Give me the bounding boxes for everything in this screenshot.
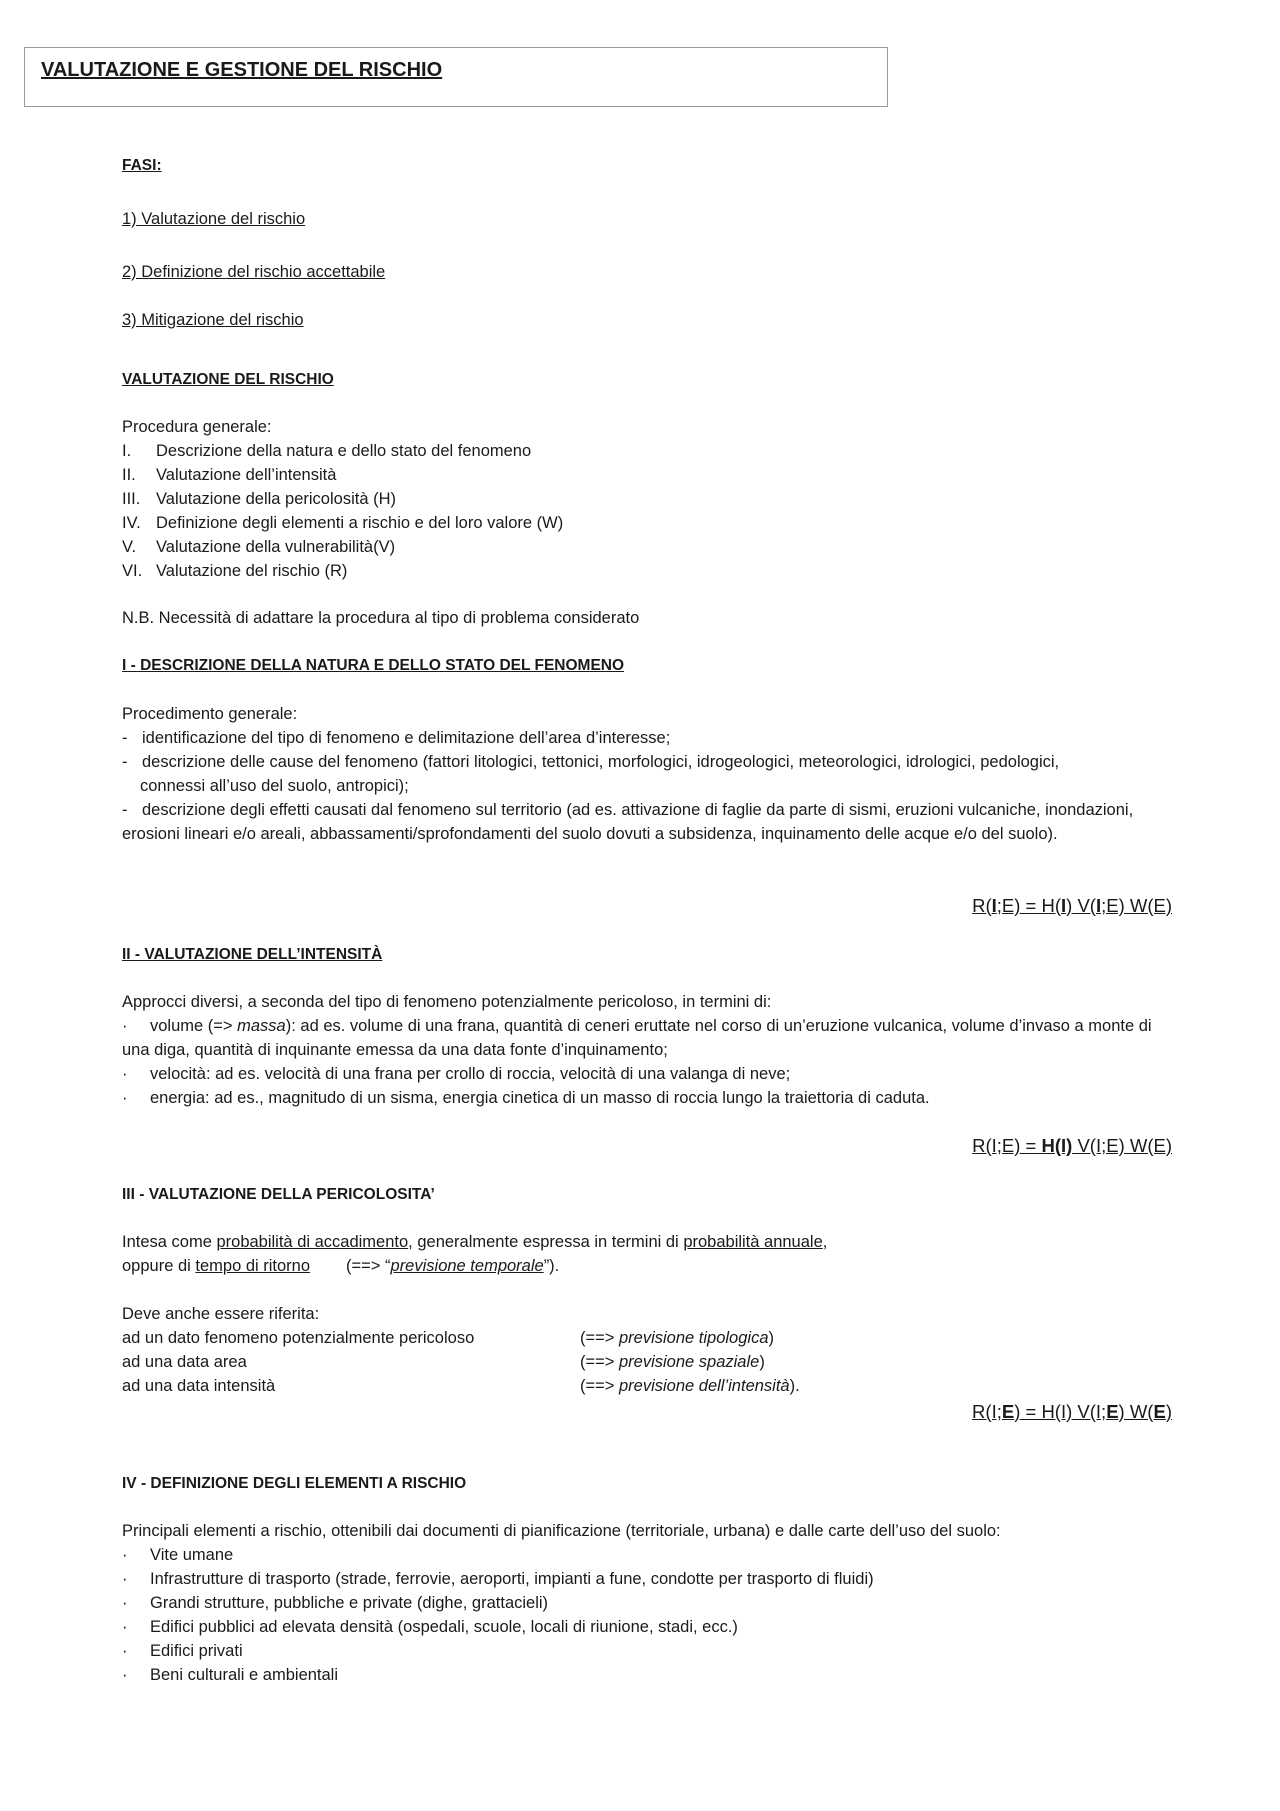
section-4-heading: IV - DEFINIZIONE DEGLI ELEMENTI A RISCHIO	[122, 1475, 467, 1492]
text-part: oppure di	[122, 1257, 196, 1275]
bullet-marker: ·	[122, 1089, 128, 1107]
bullet-marker: ·	[122, 1618, 128, 1636]
bullet-marker: ·	[122, 1666, 128, 1684]
formula-part: ) = H(I) V(I;	[1014, 1401, 1107, 1422]
reference-label: ad un dato fenomeno potenzialmente pericoloso	[122, 1329, 475, 1347]
underlined-term: tempo di ritorno	[195, 1257, 311, 1275]
reference-forecast	[580, 1326, 774, 1350]
step-number: I.	[122, 442, 132, 460]
step-6	[122, 559, 563, 583]
list-item	[122, 1014, 1172, 1062]
formula-part: R(I;	[972, 1401, 1002, 1422]
risk-formula-3	[972, 1400, 1172, 1424]
dash-marker: -	[122, 753, 128, 771]
italic-term: previsione dell’intensità	[619, 1377, 790, 1395]
section-4-intro: Principali elementi a rischio, ottenibili dai documenti di pianificazione (territoriale, urbana) e dalle carte dell’uso del suolo:	[122, 1522, 1001, 1540]
italic-term: previsione spaziale	[619, 1353, 760, 1371]
step-text: Valutazione dell’intensità	[156, 466, 337, 484]
text-part: (==>	[580, 1329, 619, 1347]
list-item-text: Edifici pubblici ad elevata densità (ospedali, scuole, locali di riunione, stadi, ecc.)	[150, 1618, 738, 1636]
bullet-marker: ·	[122, 1065, 128, 1083]
text-part: Intesa come	[122, 1233, 217, 1251]
step-number: III.	[122, 490, 141, 508]
list-item-text: energia: ad es., magnitudo di un sisma, energia cinetica di un masso di roccia lungo la traiettoria di caduta.	[150, 1089, 930, 1107]
step-text: Valutazione della pericolosità (H)	[156, 490, 396, 508]
list-item-text: identificazione del tipo di fenomeno e delimitazione dell’area d’interesse;	[142, 729, 671, 747]
formula-part: ;E) = H(	[996, 895, 1061, 916]
section-4-list	[122, 1543, 874, 1687]
fasi-item-3: 3) Mitigazione del rischio	[122, 311, 304, 329]
text-part: )	[759, 1353, 765, 1371]
text-part: , generalmente espressa in termini di	[408, 1233, 684, 1251]
text-part: ”).	[543, 1257, 560, 1275]
risk-formula-1	[972, 894, 1172, 918]
dash-marker: -	[122, 729, 128, 747]
formula-bold: I	[1061, 895, 1067, 916]
section-1-list	[122, 726, 1172, 846]
document-title: VALUTAZIONE E GESTIONE DEL RISCHIO	[41, 59, 443, 81]
valutazione-heading: VALUTAZIONE DEL RISCHIO	[122, 371, 334, 388]
section-3-line-2	[122, 1254, 559, 1278]
reference-row	[122, 1374, 1022, 1398]
formula-part: )	[1165, 1401, 1172, 1422]
bullet-marker: ·	[122, 1642, 128, 1660]
step-text: Definizione degli elementi a rischio e del loro valore (W)	[156, 514, 564, 532]
formula-bold: I	[991, 895, 997, 916]
list-item	[122, 798, 1172, 846]
list-item	[122, 1062, 1172, 1086]
italic-term: previsione temporale	[390, 1257, 544, 1275]
section-3-intro-2: Deve anche essere riferita:	[122, 1305, 320, 1323]
list-item-text: velocità: ad es. velocità di una frana per crollo di roccia, velocità di una valanga di neve;	[150, 1065, 791, 1083]
section-1-intro: Procedimento generale:	[122, 705, 298, 723]
formula-bold: H(I)	[1041, 1135, 1073, 1156]
step-text: Valutazione del rischio (R)	[156, 562, 348, 580]
formula-part: ) V(	[1066, 895, 1096, 916]
list-item-text: descrizione degli effetti causati dal fenomeno sul territorio (ad es. attivazione di faglie da parte di sismi, eruzioni vulcaniche, inondazioni, erosioni lineari e/o areali, abbassamenti/sprofondamenti del suolo dovuti a subsidenza, inquinamento delle acque e/o del suolo).	[122, 801, 1134, 843]
section-2-list	[122, 1014, 1172, 1110]
list-item-continuation: connessi all’uso del suolo, antropici);	[140, 777, 409, 795]
list-item	[122, 726, 1172, 750]
list-item-text: Beni culturali e ambientali	[150, 1666, 339, 1684]
reference-row	[122, 1350, 1022, 1374]
list-item	[122, 1591, 874, 1615]
step-number: VI.	[122, 562, 143, 580]
list-item	[122, 1567, 874, 1591]
step-number: II.	[122, 466, 136, 484]
bullet-marker: ·	[122, 1546, 128, 1564]
formula-part: ) W(	[1118, 1401, 1154, 1422]
fasi-item-2: 2) Definizione del rischio accettabile	[122, 263, 386, 281]
section-3-heading: III - VALUTAZIONE DELLA PERICOLOSITA’	[122, 1186, 435, 1203]
bullet-marker: ·	[122, 1594, 128, 1612]
list-item-italic: massa	[237, 1017, 286, 1035]
formula-part: V(I;E) W(E)	[1072, 1135, 1172, 1156]
formula-bold: I	[1095, 895, 1102, 916]
underlined-term: probabilità di accadimento	[216, 1233, 409, 1251]
section-3-line-1	[122, 1230, 827, 1254]
reference-label: ad una data intensità	[122, 1377, 276, 1395]
text-part: (==>	[580, 1353, 619, 1371]
bullet-marker: ·	[122, 1570, 128, 1588]
list-item-text: descrizione delle cause del fenomeno (fattori litologici, tettonici, morfologici, idrogeologici, meteorologici, idrologici, pedologici,	[142, 753, 1060, 771]
step-number: IV.	[122, 514, 141, 532]
step-text: Valutazione della vulnerabilità(V)	[156, 538, 396, 556]
formula-part: ;E) W(E)	[1101, 895, 1172, 916]
text-part: (==>	[580, 1377, 619, 1395]
section-2-intro: Approcci diversi, a seconda del tipo di fenomeno potenzialmente pericoloso, in termini di:	[122, 993, 772, 1011]
list-item-text: ): ad es. volume di una frana, quantità di ceneri eruttate nel corso di un’eruzione vulcanica, volume d’invaso a monte di una diga, quantità di inquinante emessa da una data fonte d’inquinamento;	[122, 1017, 1152, 1059]
formula-part: R(	[972, 895, 992, 916]
list-item-text: Grandi strutture, pubbliche e private (dighe, grattacieli)	[150, 1594, 549, 1612]
step-4	[122, 511, 563, 535]
reference-forecast	[580, 1374, 800, 1398]
step-number: V.	[122, 538, 137, 556]
list-item	[122, 1639, 874, 1663]
formula-bold: E	[1153, 1401, 1166, 1422]
reference-list	[122, 1326, 1022, 1398]
step-3	[122, 487, 563, 511]
list-item	[122, 1086, 1172, 1110]
list-item	[122, 1663, 874, 1687]
underlined-term: probabilità annuale	[683, 1233, 823, 1251]
bullet-marker: ·	[122, 1017, 128, 1035]
formula-bold: E	[1106, 1401, 1119, 1422]
text-part: ).	[789, 1377, 800, 1395]
list-item	[122, 1615, 874, 1639]
section-1-heading: I - DESCRIZIONE DELLA NATURA E DELLO STATO DEL FENOMENO	[122, 657, 625, 674]
text-part: ,	[822, 1233, 828, 1251]
list-item	[122, 1543, 874, 1567]
list-item-text: Vite umane	[150, 1546, 234, 1564]
fasi-item-1: 1) Valutazione del rischio	[122, 210, 306, 228]
formula-bold: E	[1001, 1401, 1015, 1422]
risk-formula-2	[972, 1134, 1172, 1158]
reference-label: ad una data area	[122, 1353, 247, 1371]
text-part: (==> “	[346, 1257, 391, 1275]
valutazione-intro: Procedura generale:	[122, 418, 272, 436]
procedure-steps	[122, 439, 563, 583]
dash-marker: -	[122, 801, 128, 819]
formula-part: R(I;E) =	[972, 1135, 1042, 1156]
title-box	[24, 47, 888, 107]
step-5	[122, 535, 563, 559]
italic-term: previsione tipologica	[619, 1329, 769, 1347]
step-2	[122, 463, 563, 487]
list-item	[122, 750, 1172, 774]
step-1	[122, 439, 563, 463]
list-item-text: volume (=>	[150, 1017, 238, 1035]
reference-forecast	[580, 1350, 765, 1374]
section-2-heading: II - VALUTAZIONE DELL’INTENSITÀ	[122, 946, 383, 963]
fasi-heading: FASI:	[122, 157, 162, 174]
list-item-text: Infrastrutture di trasporto (strade, ferrovie, aeroporti, impianti a fune, condotte per trasporto di fluidi)	[150, 1570, 874, 1588]
nb-note: N.B. Necessità di adattare la procedura al tipo di problema considerato	[122, 609, 640, 627]
text-part: )	[768, 1329, 775, 1347]
step-text: Descrizione della natura e dello stato del fenomeno	[156, 442, 532, 460]
list-item-text: Edifici privati	[150, 1642, 243, 1660]
reference-row	[122, 1326, 1022, 1350]
